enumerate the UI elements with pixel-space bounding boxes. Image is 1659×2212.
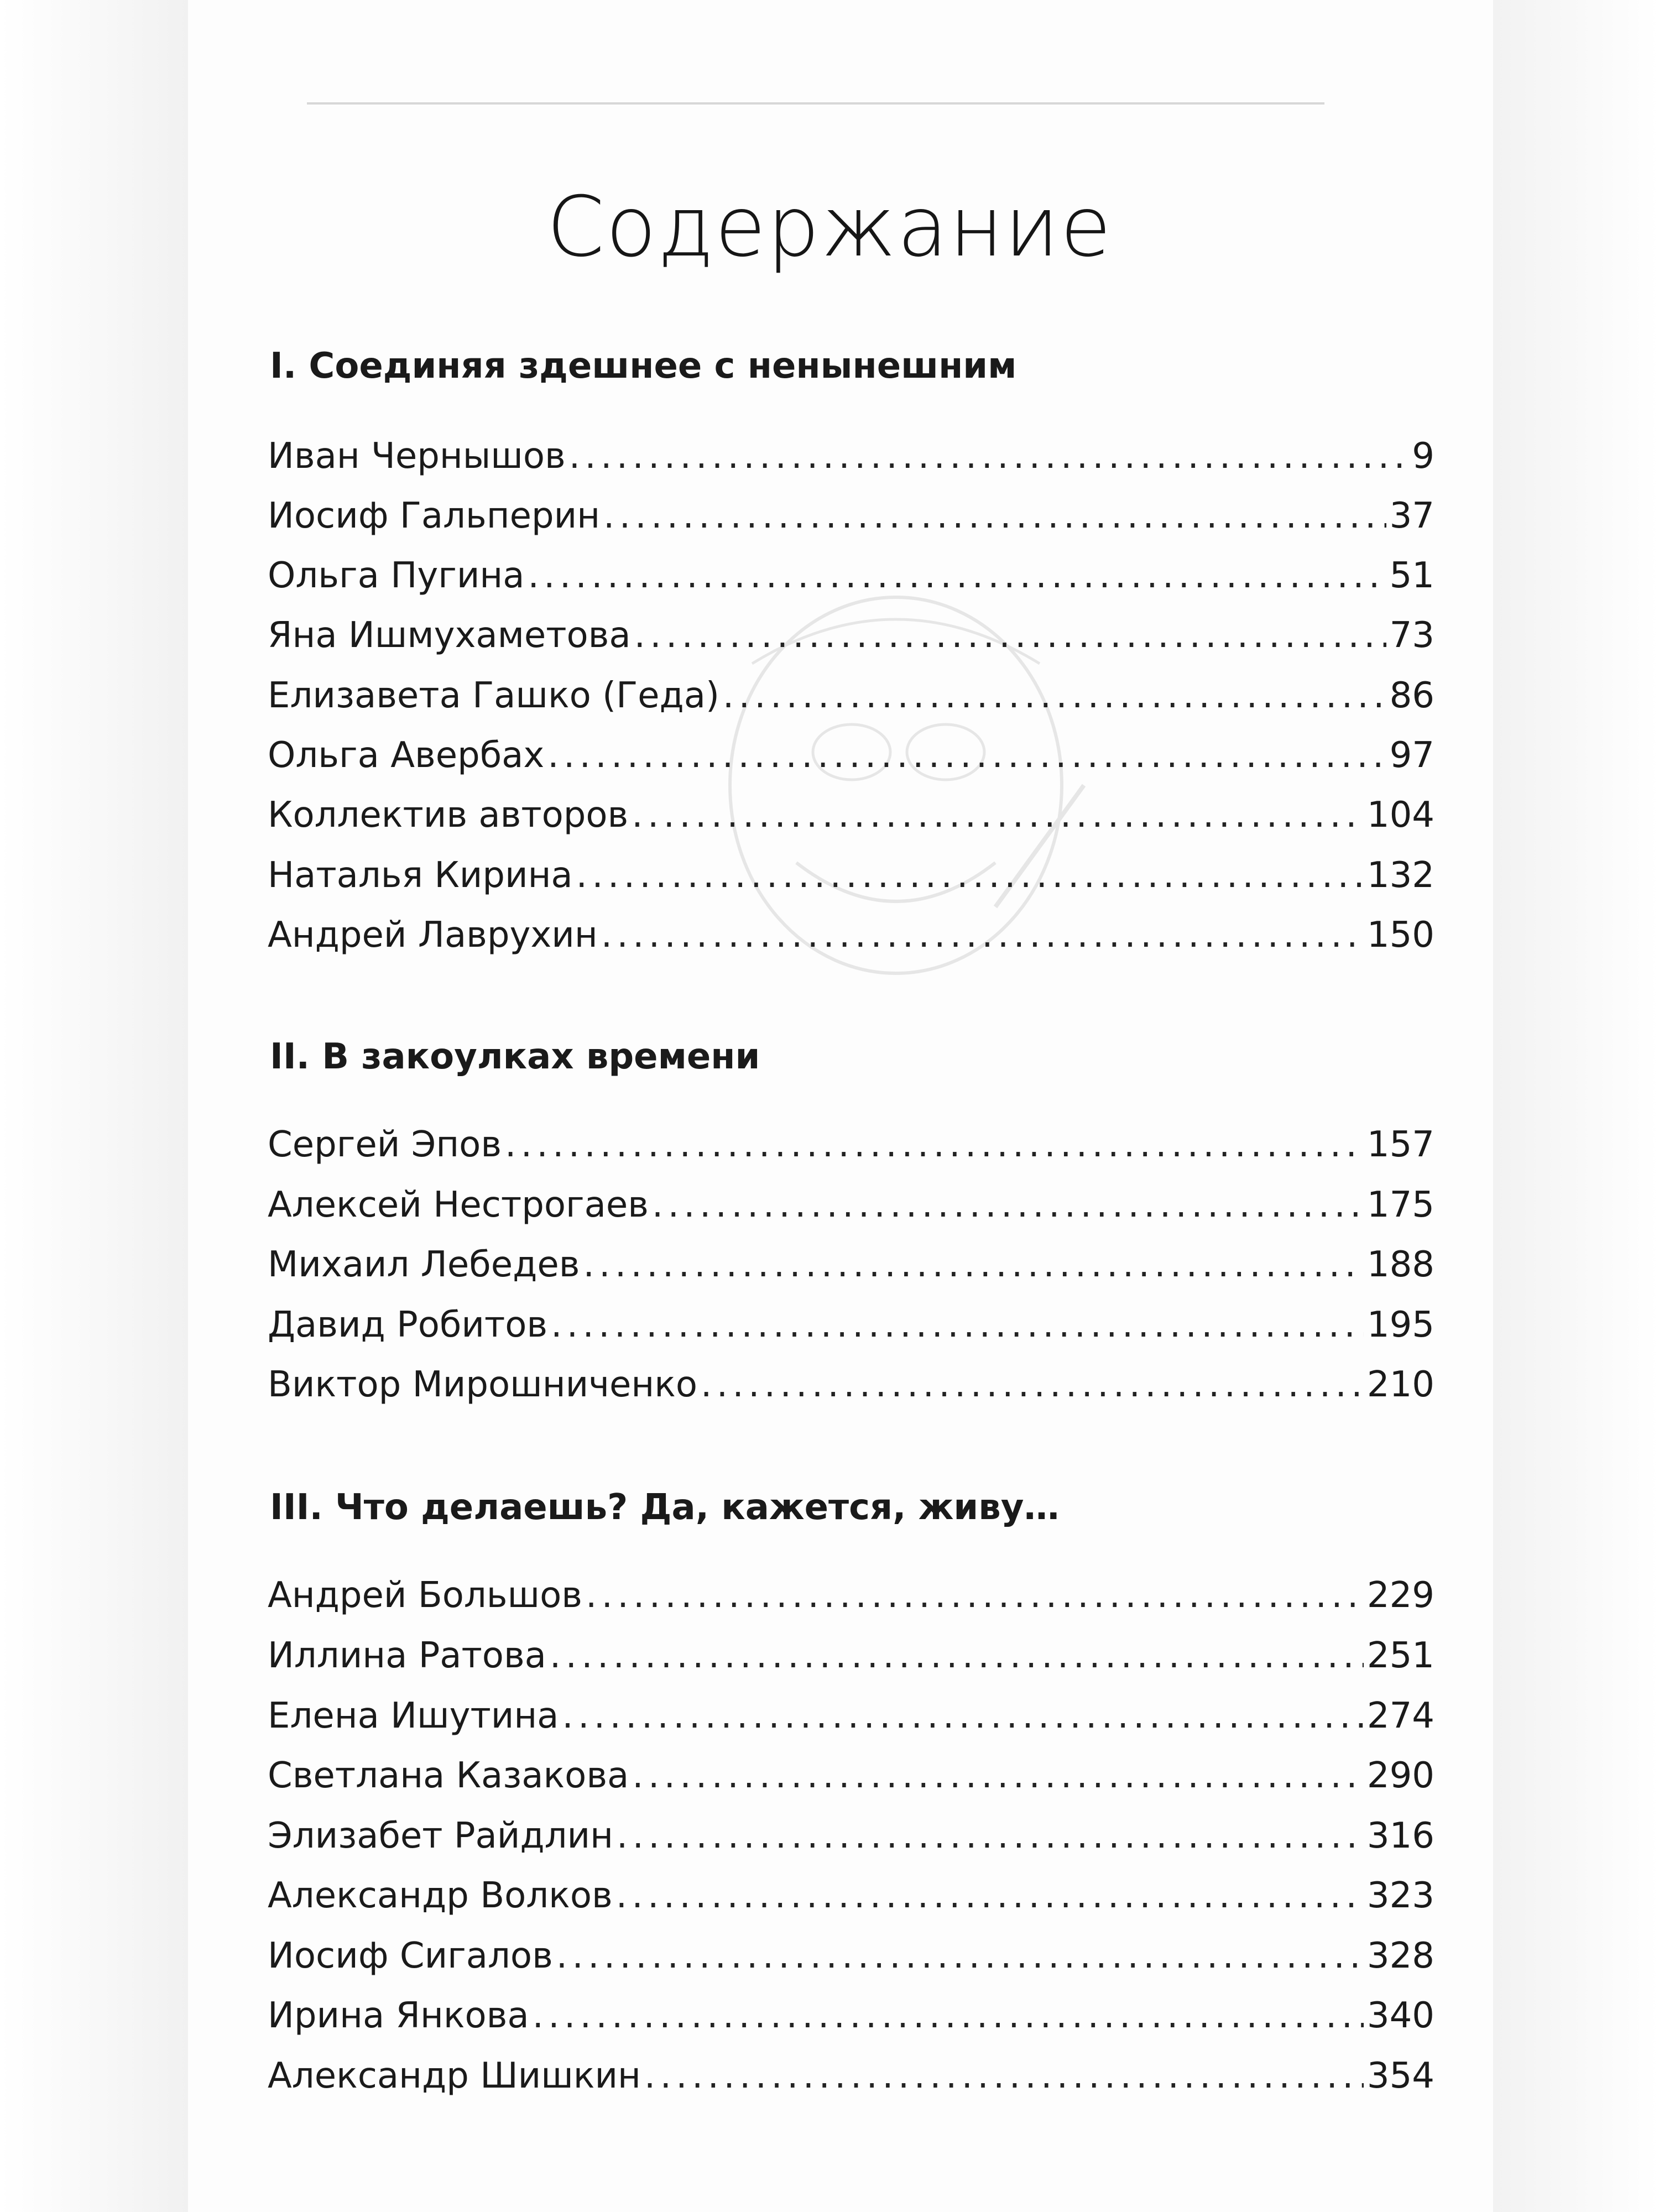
toc-entry bbox=[268, 1628, 1434, 1683]
toc-entry bbox=[268, 1117, 1434, 1172]
toc-entry bbox=[268, 668, 1434, 723]
toc-entry-page: 316 bbox=[1366, 1815, 1434, 1856]
toc-entry-page: 132 bbox=[1366, 855, 1434, 896]
dot-leader bbox=[583, 1237, 1363, 1292]
dot-leader bbox=[569, 429, 1409, 484]
toc-entry-page: 323 bbox=[1366, 1875, 1434, 1916]
dot-leader bbox=[505, 1117, 1364, 1172]
dot-leader bbox=[616, 1868, 1364, 1923]
dot-leader bbox=[547, 728, 1386, 783]
toc-entry-name: Иосиф Сигалов bbox=[268, 1936, 553, 1976]
toc-entry-page: 188 bbox=[1366, 1244, 1434, 1285]
section-heading-3: III. Что делаешь? Да, кажется, живу… bbox=[270, 1487, 1060, 1528]
toc-entry-name: Ирина Янкова bbox=[268, 1995, 529, 2036]
toc-entry-name: Андрей Большов bbox=[268, 1575, 582, 1616]
toc-entry-name: Александр Шишкин bbox=[268, 2056, 641, 2096]
toc-entry-name: Ольга Авербах bbox=[268, 735, 545, 776]
page-edge-shadow-right bbox=[1493, 0, 1659, 2212]
toc-entry-name: Светлана Казакова bbox=[268, 1755, 629, 1796]
dot-leader bbox=[632, 787, 1364, 843]
toc-entry-page: 274 bbox=[1366, 1695, 1434, 1736]
toc-entry bbox=[268, 728, 1434, 783]
toc-entry-page: 251 bbox=[1366, 1635, 1434, 1676]
toc-entry bbox=[268, 848, 1434, 903]
toc-entry-page: 51 bbox=[1389, 555, 1434, 596]
toc-entry-page: 175 bbox=[1366, 1185, 1434, 1225]
toc-entry-name: Иосиф Гальперин bbox=[268, 495, 601, 536]
toc-entry-name: Сергей Эпов bbox=[268, 1124, 502, 1165]
toc-entry-page: 290 bbox=[1366, 1755, 1434, 1796]
dot-leader bbox=[723, 668, 1386, 723]
toc-entry-name: Александр Волков bbox=[268, 1875, 613, 1916]
dot-leader bbox=[551, 1297, 1364, 1353]
toc-entry bbox=[268, 1928, 1434, 1984]
header-rule bbox=[307, 102, 1324, 105]
toc-entry-page: 210 bbox=[1366, 1364, 1434, 1405]
page-edge-shadow-left bbox=[0, 0, 188, 2212]
toc-entry-name: Михаил Лебедев bbox=[268, 1244, 580, 1285]
dot-leader bbox=[634, 608, 1386, 663]
toc-entry-name: Давид Робитов bbox=[268, 1305, 548, 1345]
dot-leader bbox=[562, 1688, 1363, 1744]
toc-entry-page: 86 bbox=[1389, 675, 1434, 716]
toc-entry bbox=[268, 1237, 1434, 1292]
section-heading-1: I. Соединяя здешнее с ненынешним bbox=[270, 346, 1017, 387]
toc-entry bbox=[268, 1357, 1434, 1412]
toc-entry-name: Яна Ишмухаметова bbox=[268, 615, 631, 656]
dot-leader bbox=[550, 1628, 1364, 1683]
toc-entry-page: 104 bbox=[1366, 795, 1434, 836]
dot-leader bbox=[556, 1928, 1364, 1984]
toc-entry-page: 229 bbox=[1366, 1575, 1434, 1616]
dot-leader bbox=[701, 1357, 1364, 1412]
dot-leader bbox=[644, 2048, 1364, 2104]
toc-entry bbox=[268, 488, 1434, 544]
dot-leader bbox=[576, 848, 1364, 903]
toc-entry-name: Виктор Мирошниченко bbox=[268, 1364, 697, 1405]
toc-entry-name: Андрей Лаврухин bbox=[268, 915, 598, 956]
dot-leader bbox=[652, 1177, 1364, 1233]
toc-entry bbox=[268, 1688, 1434, 1744]
toc-entry bbox=[268, 787, 1434, 843]
toc-entry bbox=[268, 548, 1434, 603]
toc-entry-page: 37 bbox=[1389, 495, 1434, 536]
dot-leader bbox=[632, 1748, 1364, 1803]
toc-entry-name: Елена Ишутина bbox=[268, 1695, 559, 1736]
toc-entry bbox=[268, 1568, 1434, 1623]
dot-leader bbox=[617, 1808, 1364, 1864]
toc-entry bbox=[268, 608, 1434, 663]
dot-leader bbox=[603, 488, 1386, 544]
dot-leader bbox=[528, 548, 1386, 603]
toc-entry bbox=[268, 2048, 1434, 2104]
toc-entry-name: Иллина Ратова bbox=[268, 1635, 546, 1676]
toc-entry-name: Иван Чернышов bbox=[268, 436, 566, 477]
dot-leader bbox=[586, 1568, 1364, 1623]
toc-entry bbox=[268, 1868, 1434, 1923]
toc-entry bbox=[268, 907, 1434, 963]
toc-entry-page: 354 bbox=[1366, 2056, 1434, 2096]
toc-entry bbox=[268, 1177, 1434, 1233]
section-heading-2: II. В закоулках времени bbox=[270, 1036, 760, 1077]
toc-entry-page: 9 bbox=[1412, 436, 1434, 477]
toc-entry-page: 73 bbox=[1389, 615, 1434, 656]
toc-entry-name: Коллектив авторов bbox=[268, 795, 629, 836]
toc-entry bbox=[268, 429, 1434, 484]
toc-entry-page: 328 bbox=[1366, 1936, 1434, 1976]
toc-entry-name: Наталья Кирина bbox=[268, 855, 573, 896]
toc-entry-page: 340 bbox=[1366, 1995, 1434, 2036]
toc-entry-name: Алексей Нестрогаев bbox=[268, 1185, 649, 1225]
toc-entry bbox=[268, 1988, 1434, 2043]
toc-entry bbox=[268, 1297, 1434, 1353]
toc-entry-name: Елизавета Гашко (Геда) bbox=[268, 675, 719, 716]
toc-entry-page: 157 bbox=[1366, 1124, 1434, 1165]
toc-entry bbox=[268, 1748, 1434, 1803]
dot-leader bbox=[601, 907, 1364, 963]
toc-entry-page: 195 bbox=[1366, 1305, 1434, 1345]
toc-entry-name: Ольга Пугина bbox=[268, 555, 525, 596]
dot-leader bbox=[533, 1988, 1364, 2043]
toc-entry-name: Элизабет Райдлин bbox=[268, 1815, 613, 1856]
toc-entry-page: 97 bbox=[1389, 735, 1434, 776]
toc-entry bbox=[268, 1808, 1434, 1864]
page-title: Содержание bbox=[546, 179, 1113, 275]
toc-entry-page: 150 bbox=[1366, 915, 1434, 956]
